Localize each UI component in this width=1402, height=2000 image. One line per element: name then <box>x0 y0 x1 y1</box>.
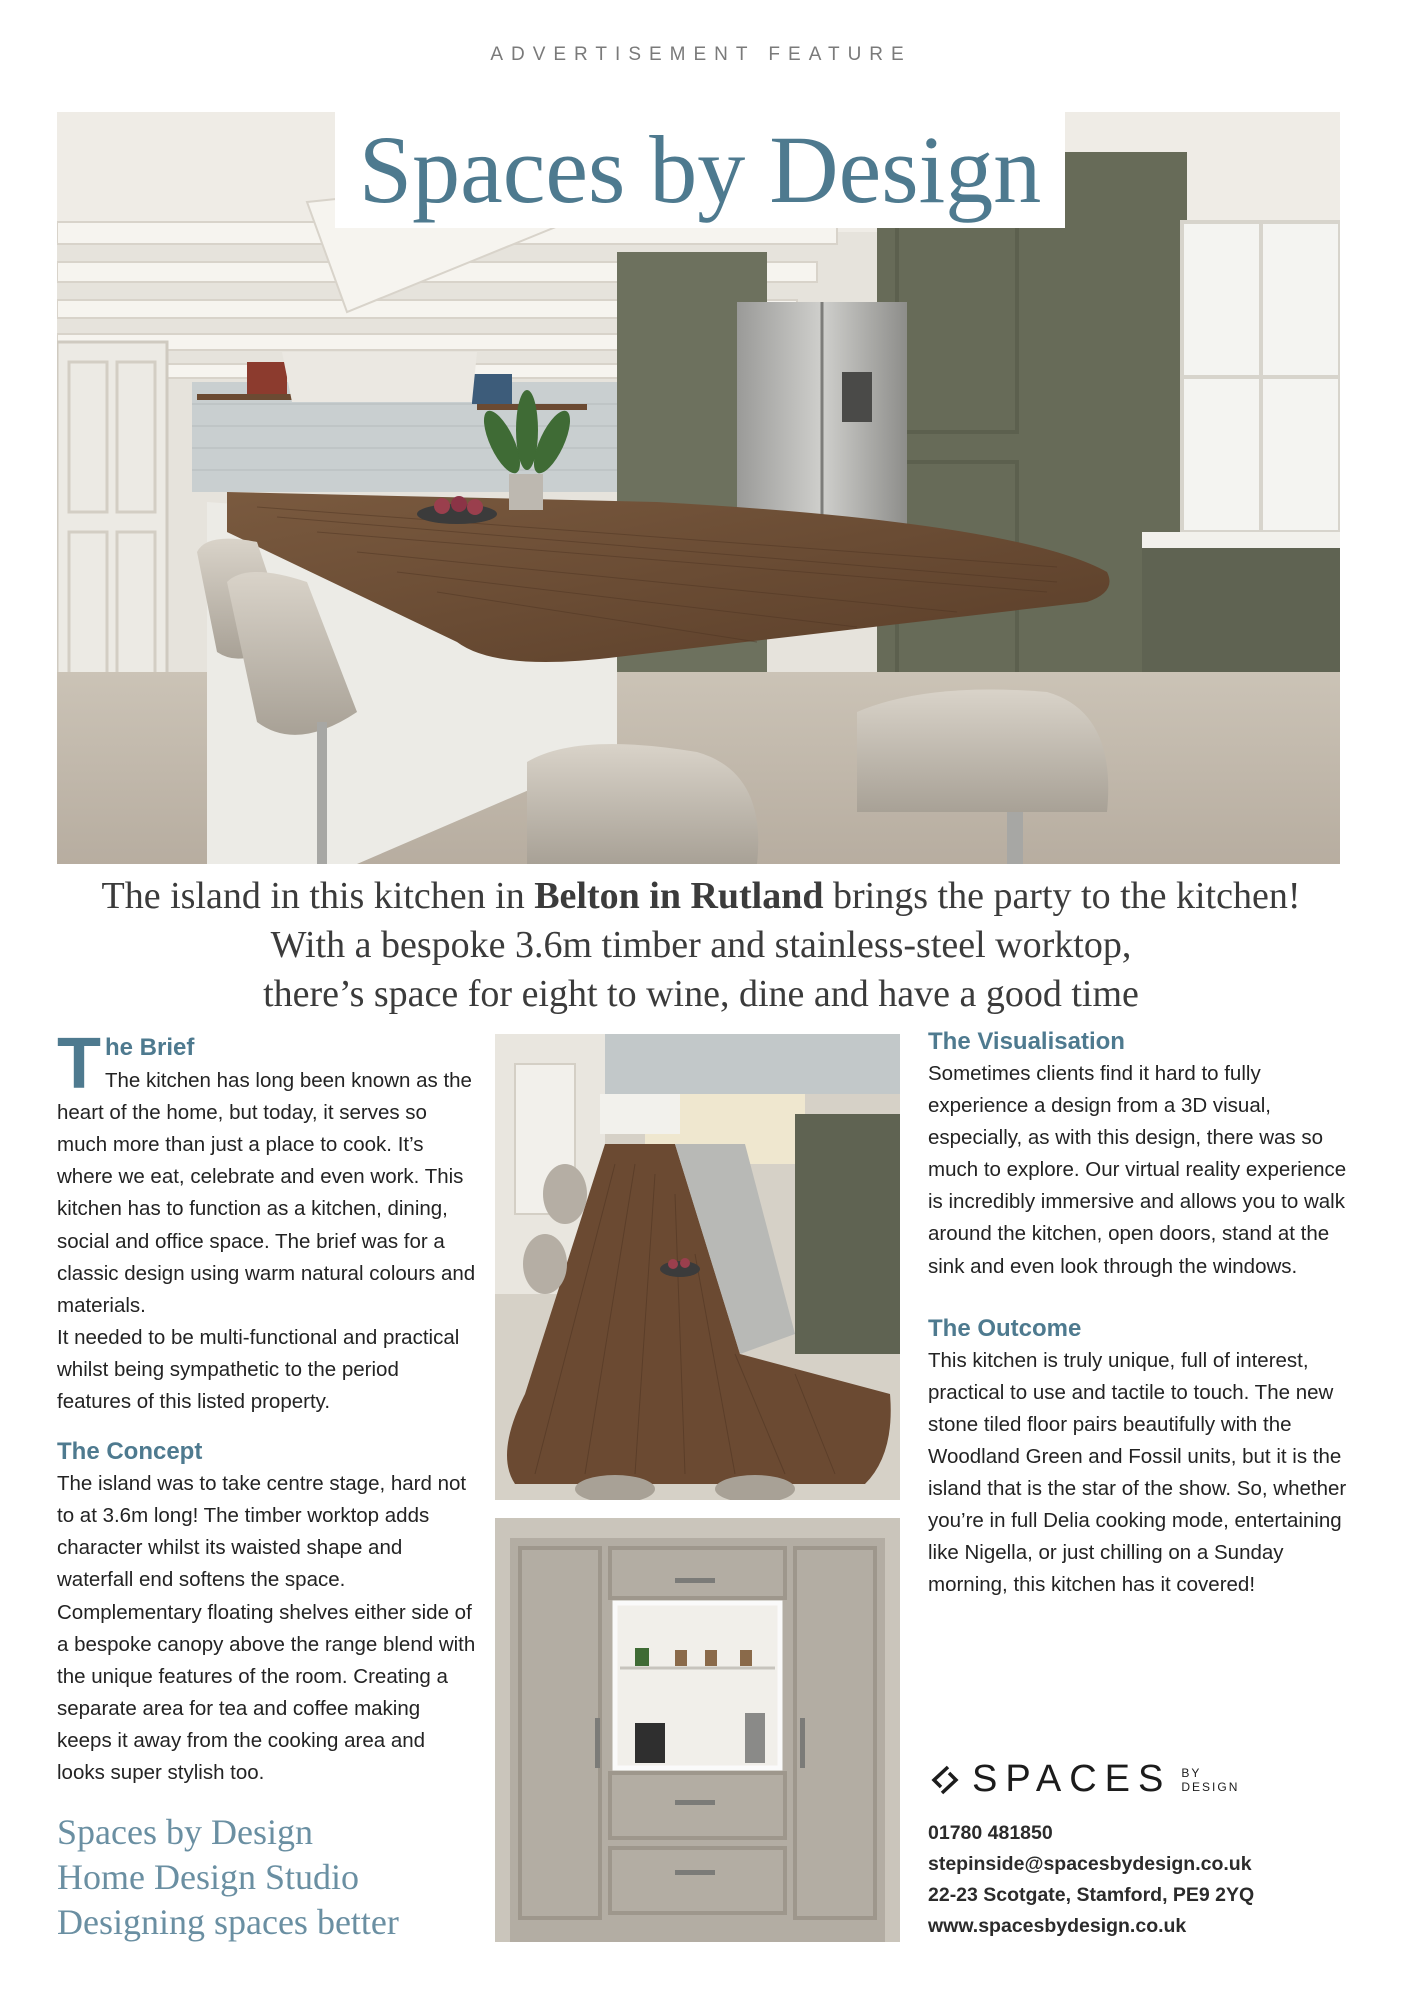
logo-wordmark: SPACES <box>972 1758 1172 1800</box>
advertisement-feature-label: ADVERTISEMENT FEATURE <box>490 44 912 65</box>
caption-line-1-post: brings the party to the kitchen! <box>823 875 1301 917</box>
contact-phone[interactable]: 01780 481850 <box>928 1822 1053 1844</box>
concept-title: The Concept <box>57 1438 203 1466</box>
right-column <box>928 1026 1348 1601</box>
tea-station-photo <box>495 1518 900 1942</box>
contact-website[interactable]: www.spacesbydesign.co.uk <box>928 1915 1187 1937</box>
tea-station-illustration <box>495 1518 900 1942</box>
tagline-line-1: Spaces by Design <box>57 1812 313 1852</box>
caption-line-1-pre: The island in this kitchen in <box>101 875 535 917</box>
tagline-line-2: Home Design Studio <box>57 1857 359 1897</box>
spaces-by-design-logo <box>928 1758 1239 1801</box>
page-title-box <box>335 112 1065 228</box>
spaces-logo-icon <box>928 1763 962 1797</box>
tagline <box>57 1810 477 1945</box>
brief-text-2: It needed to be multi-functional and practical whilst being sympathetic to the period features of this listed property. <box>57 1325 460 1414</box>
logo-design: DESIGN <box>1181 1779 1240 1794</box>
island-top-view-photo <box>495 1034 900 1500</box>
caption-line-1 <box>40 872 1362 921</box>
logo-by-design <box>1181 1766 1239 1794</box>
visualisation-title: The Visualisation <box>928 1028 1125 1055</box>
contact-block <box>928 1818 1348 1942</box>
brief-title: he Brief <box>104 1034 195 1061</box>
concept-text: The island was to take centre stage, hard not to at 3.6m long! The timber worktop adds character whilst its waisted shape and waterfall end softens the space. Complementary floating shelves either side of a bespoke canopy above the range blend with the unique features of the room. Creating a separate area for tea and coffee making keeps it away from the cooking area and looks super stylish too. <box>57 1472 476 1784</box>
outcome-text: This kitchen is truly unique, full of interest, practical to use and tactile to touch. The new stone tiled floor pairs beautifully with the Woodland Green and Fossil units, but it is the island that is the star of the show. So, whether you’re in full Delia cooking mode, entertaining like Nigella, or just chilling on a Sunday morning, this kitchen has it covered! <box>928 1348 1347 1597</box>
page-title: Spaces by Design <box>358 116 1042 223</box>
brief-text: The kitchen has long been known as the heart of the home, but today, it serves so much more than just a place to cook. It’s where we eat, celebrate and even work. This kitchen has to function as a kitchen, dining, social and office space. The brief was for a classic design using warm natural colours and materials. <box>57 1069 476 1317</box>
outcome-title: The Outcome <box>928 1314 1082 1342</box>
brief-dropcap: T <box>57 1024 101 1104</box>
caption-line-3: there’s space for eight to wine, dine and have a good time <box>263 973 1139 1015</box>
brief-section <box>57 1024 477 1418</box>
logo-by: BY <box>1181 1765 1202 1780</box>
hero-caption <box>40 872 1362 1019</box>
caption-location: Belton in Rutland <box>534 875 824 917</box>
contact-email[interactable]: stepinside@spacesbydesign.co.uk <box>928 1853 1252 1875</box>
tagline-line-3: Designing spaces better <box>57 1902 399 1942</box>
contact-address: 22-23 Scotgate, Stamford, PE9 2YQ <box>928 1884 1255 1906</box>
left-column <box>57 1024 477 1789</box>
caption-line-2: With a bespoke 3.6m timber and stainless-steel worktop, <box>270 924 1132 966</box>
visualisation-text: Sometimes clients find it hard to fully experience a design from a 3D visual, especially, as with this design, there was so much to explore. Our virtual reality experience is incredibly immersive and allows you to walk around the kitchen, open doors, stand at the sink and even look through the windows. <box>928 1062 1347 1278</box>
island-top-view-illustration <box>495 1034 900 1500</box>
